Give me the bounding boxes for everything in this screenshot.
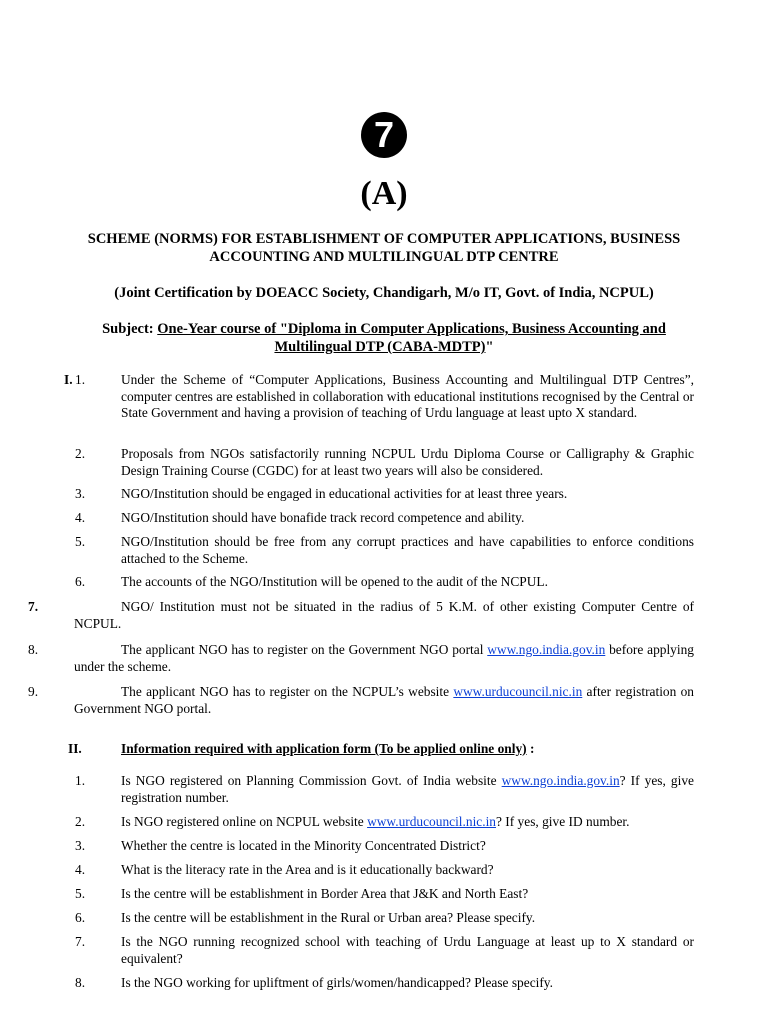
list-item-number: 3. — [75, 486, 86, 501]
list-item-text-part: before applying under the scheme. — [74, 642, 694, 674]
section-2-title — [121, 741, 694, 758]
list-item-number: 9. — [28, 684, 39, 699]
section-number-badge: 7 — [361, 112, 407, 158]
list-item-text: Is the centre will be establishment in Border Area that J&K and North East? — [121, 886, 529, 901]
list-item-number: 4. — [75, 510, 86, 525]
list-item-text: Under the Scheme of “Computer Applications, Business Accounting and Multilingual DTP Centres”, computer centres are established in collaboration with educational institutions recognised by the Central or State Government and having a provision of teaching of Urdu language at least upto X standard. — [121, 372, 694, 421]
list-item-number: 7. — [28, 599, 39, 614]
certification-note: (Joint Certification by DOEACC Society, Chandigarh, M/o IT, Govt. of India, NCPUL) — [114, 285, 654, 301]
list-item-text: Is the NGO running recognized school with teaching of Urdu Language at least up to X standard or equivalent? — [121, 934, 694, 966]
list-item-text — [121, 814, 694, 831]
section-label: (A) — [360, 175, 408, 212]
list-item-text: Is the NGO working for upliftment of girls/women/handicapped? Please specify. — [121, 975, 553, 990]
list-item-text: NGO/Institution should be engaged in educational activities for at least three years. — [121, 486, 568, 501]
ngo-portal-link[interactable]: www.ngo.india.gov.in — [487, 642, 606, 657]
subject-label: Subject: — [102, 321, 154, 337]
subject-text-line-1: One-Year course of "Diploma in Computer Applications, Business Accounting and — [157, 321, 666, 337]
list-item-text: Whether the centre is located in the Minority Concentrated District? — [121, 838, 486, 853]
list-item-text: Is the centre will be establishment in the Rural or Urban area? Please specify. — [121, 910, 536, 925]
list-item-text-part: ? If yes, give registration number. — [121, 773, 694, 805]
list-item-number: 2. — [75, 446, 86, 461]
list-item-text-part: after registration on Government NGO portal. — [74, 684, 694, 716]
list-item-text: NGO/Institution should be free from any corrupt practices and have capabilities to enforce conditions attached to the Scheme. — [121, 534, 694, 566]
list-item-text: NGO/Institution should have bonafide track record competence and ability. — [121, 510, 525, 525]
list-item-text: The accounts of the NGO/Institution will be opened to the audit of the NCPUL. — [121, 574, 548, 589]
heading-line-1: SCHEME (NORMS) FOR ESTABLISHMENT OF COMPUTER APPLICATIONS, BUSINESS — [87, 231, 681, 247]
list-item-text — [74, 642, 694, 675]
list-item-text — [121, 773, 694, 806]
section-2-title-text: Information required with application form (To be applied online only) — [121, 741, 527, 756]
list-item-number: 8. — [75, 975, 86, 990]
list-item-text-part: The applicant NGO has to register on the Government NGO portal — [121, 642, 488, 657]
ngo-portal-link[interactable]: www.ngo.india.gov.in — [501, 773, 620, 788]
section-1-roman: I. — [64, 372, 73, 387]
list-item-text: NGO/ Institution must not be situated in the radius of 5 K.M. of other existing Computer Centre of NCPUL. — [74, 599, 694, 631]
list-item-number: 6. — [75, 574, 86, 589]
ncpul-website-link[interactable]: www.urducouncil.nic.in — [453, 684, 583, 699]
list-item-text — [74, 684, 694, 717]
list-item-text: Proposals from NGOs satisfactorily running NCPUL Urdu Diploma Course or Calligraphy & Graphic Design Training Course (CGDC) for at least two years will also be considered. — [121, 446, 694, 478]
list-item-number: 6. — [75, 910, 86, 925]
document-heading — [55, 230, 713, 266]
subject-text-end: " — [485, 339, 494, 355]
list-item-text: What is the literacy rate in the Area and is it educationally backward? — [121, 862, 494, 877]
subject-text-line-2: Multilingual DTP (CABA-MDTP) — [274, 339, 486, 355]
list-item-number: 1. — [75, 773, 86, 788]
list-item-number: 5. — [75, 534, 86, 549]
list-item-text-part: Is NGO registered online on NCPUL website — [121, 814, 368, 829]
list-item-number: 4. — [75, 862, 86, 877]
list-item-number: 1. — [75, 372, 86, 387]
list-item-number: 3. — [75, 838, 86, 853]
ncpul-website-link[interactable]: www.urducouncil.nic.in — [367, 814, 496, 829]
list-item-number: 7. — [75, 934, 86, 949]
section-2-roman: II. — [68, 741, 82, 756]
list-item-number: 8. — [28, 642, 39, 657]
list-item-text-part: ? If yes, give ID number. — [496, 814, 630, 829]
subject-line — [55, 320, 713, 356]
list-item-number: 2. — [75, 814, 86, 829]
heading-line-2: ACCOUNTING AND MULTILINGUAL DTP CENTRE — [209, 249, 559, 265]
list-item-text-part: The applicant NGO has to register on the NCPUL’s website — [121, 684, 454, 699]
list-item-number: 5. — [75, 886, 86, 901]
section-2-title-suffix: : — [526, 741, 535, 756]
list-item-text-part: Is NGO registered on Planning Commission Govt. of India website — [121, 773, 502, 788]
